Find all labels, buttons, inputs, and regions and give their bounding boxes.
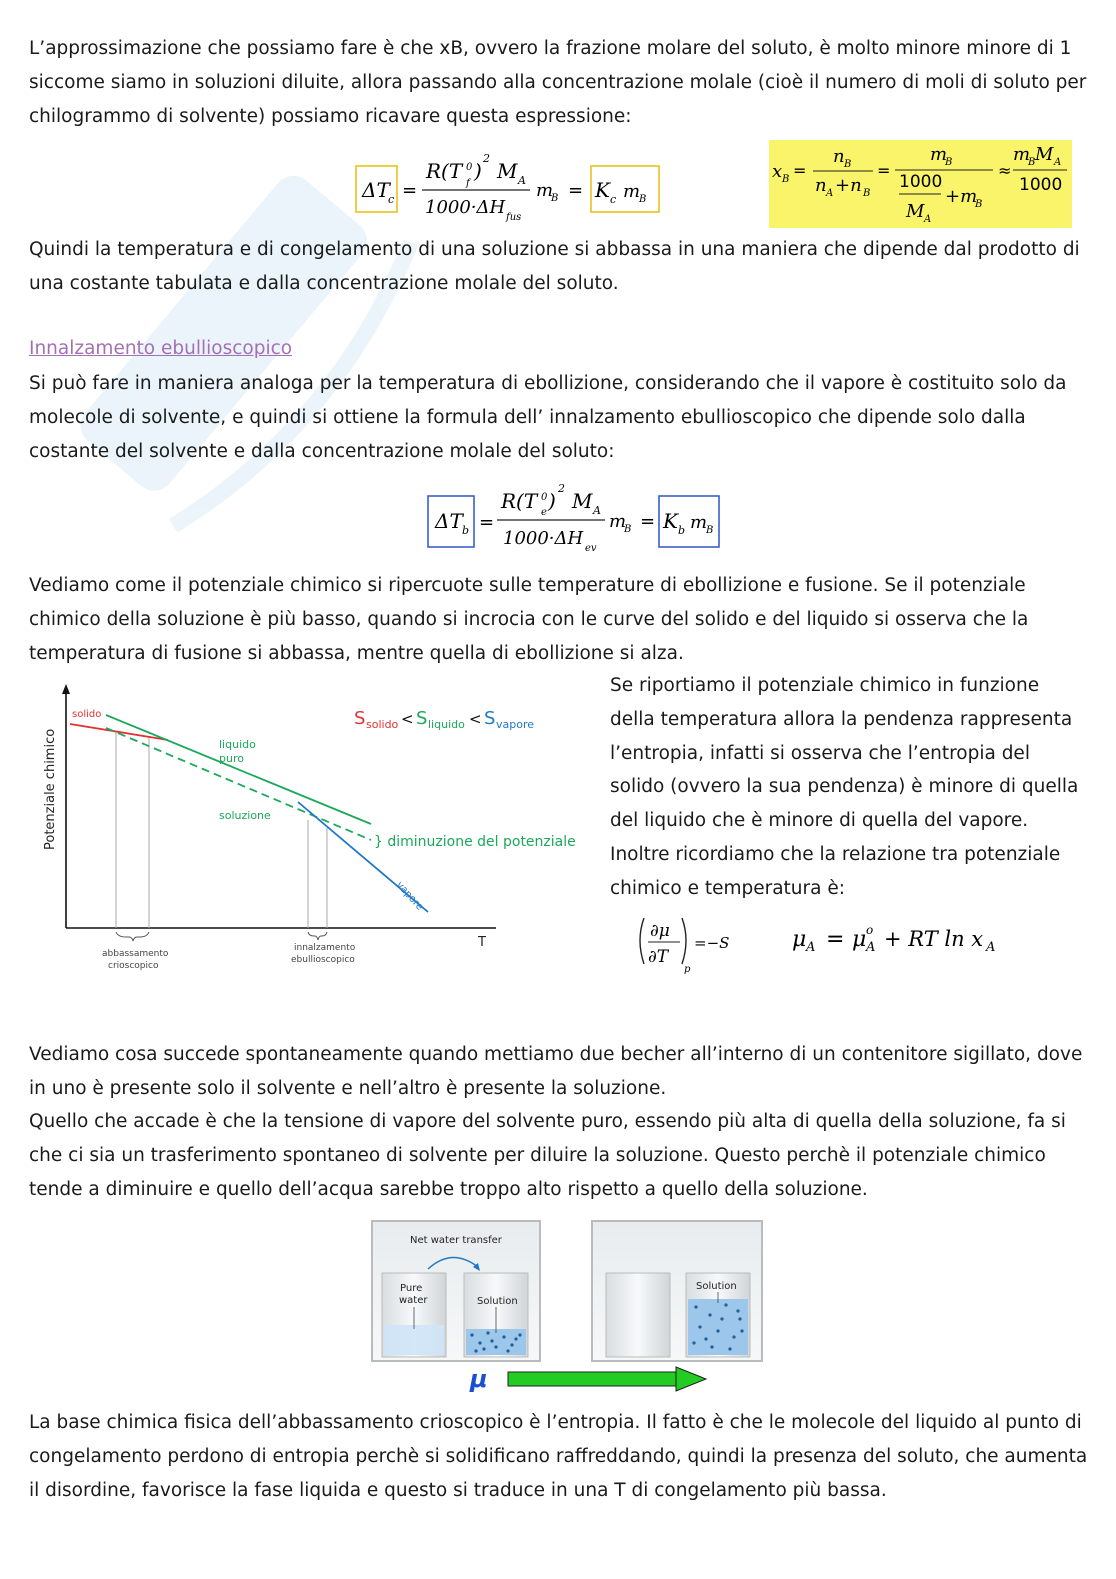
svg-text:0: 0 bbox=[541, 492, 548, 503]
svg-text:B: B bbox=[551, 193, 559, 204]
svg-text:abbassamento: abbassamento bbox=[102, 949, 169, 959]
net-water-transfer-label: Net water transfer bbox=[410, 1235, 502, 1246]
svg-text:1000·ΔH: 1000·ΔH bbox=[425, 197, 506, 218]
svg-text:vapore: vapore bbox=[496, 718, 535, 731]
svg-text:o: o bbox=[866, 923, 874, 937]
svg-text:B: B bbox=[1028, 157, 1036, 168]
svg-text:=: = bbox=[877, 161, 891, 180]
cryo-lhs: ΔT bbox=[362, 178, 390, 202]
svg-text:B: B bbox=[945, 157, 953, 168]
ebullioscopic-formula bbox=[425, 474, 725, 558]
svg-text:μ: μ bbox=[852, 927, 867, 952]
svg-text:): ) bbox=[548, 489, 556, 513]
svg-text:≈: ≈ bbox=[998, 161, 1012, 180]
svg-text:K: K bbox=[663, 509, 678, 533]
svg-text:innalzamento: innalzamento bbox=[294, 943, 356, 953]
svg-text:c: c bbox=[388, 193, 395, 206]
paragraph-beakers-explanation: Quello che accade è che la tensione di vapore del solvente puro, essendo più alta di quella della soluzione, fa si che ci sia un trasferimento spontaneo di solvente per diluire la soluzione. Questo perchè il potenziale chimico tende a diminuire e quello dell’acqua sarebbe troppo alto rispetto a quello della soluzione. bbox=[29, 1111, 1066, 1200]
svg-text:+m: +m bbox=[945, 186, 978, 207]
svg-text:ev: ev bbox=[585, 543, 597, 554]
svg-text:m: m bbox=[930, 144, 948, 165]
paragraph-cryoscopic-conclusion: Quindi la temperatura e di congelamento di una soluzione si abbassa in una maniera che dipende dal prodotto di una costante tabulata e dalla concentrazione molale del soluto. bbox=[29, 239, 1080, 294]
svg-text:=: = bbox=[568, 180, 584, 201]
svg-text:f: f bbox=[466, 178, 470, 189]
svg-text:): ) bbox=[474, 159, 482, 183]
svg-text:∂T: ∂T bbox=[648, 947, 669, 967]
liquid-label-1: liquido bbox=[219, 738, 256, 751]
svg-text:A: A bbox=[924, 214, 932, 225]
potential-arrow bbox=[508, 1372, 678, 1386]
potential-arrow-head-icon bbox=[676, 1367, 706, 1391]
svg-text:m: m bbox=[623, 181, 641, 202]
svg-text:A: A bbox=[593, 504, 601, 517]
svg-text:M: M bbox=[572, 489, 593, 513]
svg-text:Solution: Solution bbox=[477, 1296, 518, 1307]
svg-text:b: b bbox=[462, 524, 470, 537]
svg-text:K: K bbox=[595, 178, 610, 202]
derivative-formula bbox=[636, 914, 756, 976]
chemical-potential-formula bbox=[790, 918, 1010, 958]
svg-text:B: B bbox=[975, 199, 983, 210]
svg-text:1000: 1000 bbox=[899, 172, 943, 192]
svg-text:ΔT: ΔT bbox=[435, 509, 463, 533]
svg-text:+ RT ln x: + RT ln x bbox=[884, 927, 984, 951]
svg-text:c: c bbox=[610, 193, 617, 206]
svg-text:M: M bbox=[497, 159, 518, 183]
svg-text:n: n bbox=[833, 146, 845, 167]
svg-text:liquido: liquido bbox=[428, 718, 465, 731]
svg-text:2: 2 bbox=[558, 482, 565, 495]
svg-text:water: water bbox=[399, 1295, 428, 1306]
svg-text:<: < bbox=[469, 710, 482, 728]
paragraph-intro: L’approssimazione che possiamo fare è che xB, ovvero la frazione molare del soluto, è molto minore minore di 1 siccome siamo in soluzioni diluite, allora passando alla concentrazione molale (cioè il numero di moli di soluto per chilogrammo di solvente) possiamo ricavare questa espressione: bbox=[29, 38, 1087, 127]
svg-text:e: e bbox=[541, 507, 547, 518]
svg-text:M: M bbox=[906, 201, 925, 222]
svg-text:=−S: =−S bbox=[694, 934, 730, 952]
svg-text:b: b bbox=[678, 524, 686, 537]
svg-text:B: B bbox=[863, 188, 871, 199]
svg-text:R(T: R(T bbox=[426, 159, 463, 183]
svg-text:crioscopico: crioscopico bbox=[108, 961, 159, 971]
svg-text:B: B bbox=[844, 159, 852, 170]
solid-line bbox=[70, 724, 168, 740]
potential-decrease-label: } diminuzione del potenziale bbox=[374, 834, 576, 850]
svg-text:A: A bbox=[826, 188, 834, 199]
svg-text:S: S bbox=[484, 708, 496, 729]
svg-text:∂μ: ∂μ bbox=[650, 921, 670, 941]
svg-text:Solution: Solution bbox=[696, 1281, 737, 1292]
svg-text:solido: solido bbox=[366, 718, 399, 731]
beaker-figure bbox=[370, 1219, 770, 1395]
svg-text:2: 2 bbox=[483, 152, 490, 165]
y-axis-label: Potenziale chimico bbox=[43, 728, 58, 850]
svg-text:fus: fus bbox=[506, 212, 522, 223]
svg-text:A: A bbox=[1054, 157, 1062, 168]
svg-text:M: M bbox=[1035, 144, 1054, 165]
svg-text:=: = bbox=[793, 161, 807, 180]
svg-text:=: = bbox=[402, 180, 418, 201]
svg-text:A: A bbox=[806, 940, 816, 955]
svg-text:1000: 1000 bbox=[1019, 175, 1063, 195]
svg-text:<: < bbox=[401, 710, 414, 728]
heading-innalzamento-ebullioscopico[interactable]: Innalzamento ebullioscopico bbox=[29, 338, 293, 359]
svg-text:x: x bbox=[772, 161, 783, 182]
molar-fraction-formula bbox=[769, 140, 1072, 228]
svg-text:m: m bbox=[609, 511, 627, 532]
liquid-label-2: puro bbox=[219, 752, 244, 765]
mu-symbol: μ bbox=[470, 1365, 488, 1393]
svg-text:ebullioscopico: ebullioscopico bbox=[291, 955, 355, 965]
paragraph-entropy-slope: Se riportiamo il potenziale chimico in funzione della temperatura allora la pendenza rappresenta l’entropia, infatti si osserva che l’entropia del solido (ovvero la sua pendenza) è minore di quella del liquido che è minore di quella del vapore. Inoltre ricordiamo che la relazione tra potenziale chimico e temperatura è: bbox=[610, 675, 1079, 899]
svg-text:m: m bbox=[690, 512, 708, 533]
svg-text:B: B bbox=[782, 174, 790, 185]
svg-text:n: n bbox=[815, 175, 827, 196]
svg-text:R(T: R(T bbox=[501, 489, 538, 513]
chemical-potential-diagram bbox=[36, 680, 586, 980]
svg-text:m: m bbox=[536, 180, 554, 201]
empty-beaker bbox=[606, 1273, 670, 1357]
svg-text:0: 0 bbox=[466, 162, 473, 173]
paragraph-ebullioscopic: Si può fare in maniera analoga per la temperatura di ebollizione, considerando che il vapore è costituito solo da molecole di solvente, e quindi si ottiene la formula dell’ innalzamento ebullioscopico che dipende solo dalla costante del solvente e dalla concentrazione molale del soluto: bbox=[29, 373, 1067, 462]
paragraph-beakers-setup: Vediamo cosa succede spontaneamente quando mettiamo due becher all’interno di un contenitore sigillato, dove in uno è presente solo il solvente e nell’altro è presente la soluzione. bbox=[29, 1044, 1083, 1099]
svg-text:S: S bbox=[354, 708, 366, 729]
svg-text:+n: +n bbox=[835, 175, 862, 196]
svg-text:A: A bbox=[866, 940, 876, 955]
svg-text:=: = bbox=[479, 512, 495, 533]
cryoscopic-formula bbox=[352, 142, 672, 232]
svg-text:A: A bbox=[986, 940, 996, 955]
svg-text:p: p bbox=[684, 964, 691, 975]
vapor-label: vapore bbox=[393, 879, 426, 913]
svg-text:=: = bbox=[640, 511, 656, 532]
liquid-pure-line bbox=[106, 715, 371, 824]
svg-text:=: = bbox=[826, 927, 845, 952]
x-axis-label: T bbox=[478, 935, 486, 950]
paragraph-chemical-potential: Vediamo come il potenziale chimico si ripercuote sulle temperature di ebollizione e fusione. Se il potenziale chimico della soluzione è più basso, quando si incrocia con le curve del solido e del liquido si osserva che la temperatura di fusione si abbassa, mentre quella di ebollizione si alza. bbox=[29, 575, 1029, 664]
y-axis-arrow-icon bbox=[62, 684, 70, 694]
svg-text:A: A bbox=[518, 174, 526, 187]
paragraph-entropy-basis: La base chimica fisica dell’abbassamento crioscopico è l’entropia. Il fatto è che le molecole del liquido al punto di congelamento perdono di entropia perchè si solidificano raffreddando, quindi la presenza del soluto, che aumenta il disordine, favorisce la fase liquida e questo si traduce in una T di congelamento più bassa. bbox=[29, 1412, 1088, 1501]
svg-text:B: B bbox=[624, 524, 632, 535]
svg-text:S: S bbox=[416, 708, 428, 729]
svg-text:m: m bbox=[1013, 144, 1031, 165]
svg-text:B: B bbox=[706, 525, 714, 536]
svg-text:1000·ΔH: 1000·ΔH bbox=[503, 528, 584, 549]
solid-label: solido bbox=[72, 709, 102, 720]
svg-text:B: B bbox=[639, 194, 647, 205]
svg-text:Pure: Pure bbox=[400, 1283, 423, 1294]
solution-label: soluzione bbox=[219, 809, 271, 822]
svg-text:μ: μ bbox=[792, 927, 807, 952]
